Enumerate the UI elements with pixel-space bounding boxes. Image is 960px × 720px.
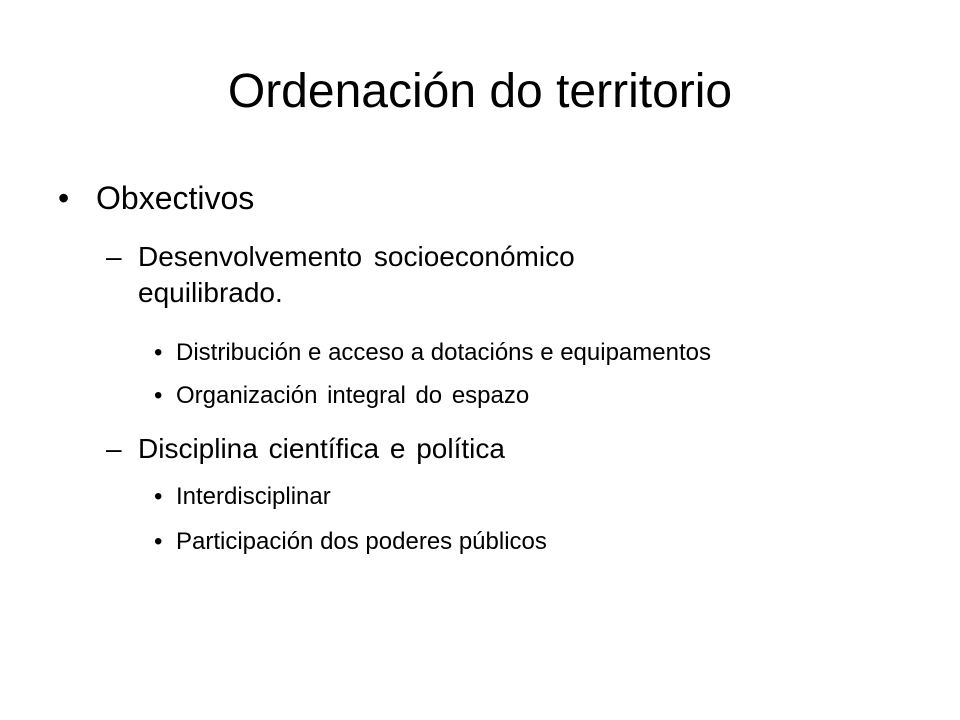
bullet-marker: • [154, 483, 163, 510]
dash-marker: – [106, 433, 122, 464]
slide-title: Ordenación do territorio [227, 65, 733, 118]
subitem-text-line1: Desenvolvemento socioeconómico [138, 241, 575, 272]
subitem-development [0, 240, 960, 312]
subitem-text: Disciplina científica e política [138, 433, 505, 464]
bullet-marker: • [154, 382, 163, 409]
subsubitem-participation [0, 527, 960, 557]
subsubitem-text: Interdisciplinar [176, 483, 331, 510]
subsubitem-distribution [0, 338, 960, 368]
subitem-discipline [0, 432, 960, 466]
subitem-text-line2: equilibrado. [138, 277, 283, 308]
subsubitem-text: Organización integral do espazo [176, 382, 530, 409]
subsubitem-interdisciplinary [0, 482, 960, 512]
bullet-marker: • [58, 180, 70, 216]
bullet-objectives [0, 178, 960, 218]
bullet-marker: • [154, 339, 163, 366]
subsubitem-text: Participación dos poderes públicos [176, 528, 547, 555]
subsubitem-text: Distribución e acceso a dotacións e equipamentos [176, 339, 711, 366]
bullet-text: Obxectivos [96, 180, 255, 216]
dash-marker: – [106, 241, 122, 272]
bullet-marker: • [154, 528, 163, 555]
subsubitem-organization [0, 381, 960, 411]
